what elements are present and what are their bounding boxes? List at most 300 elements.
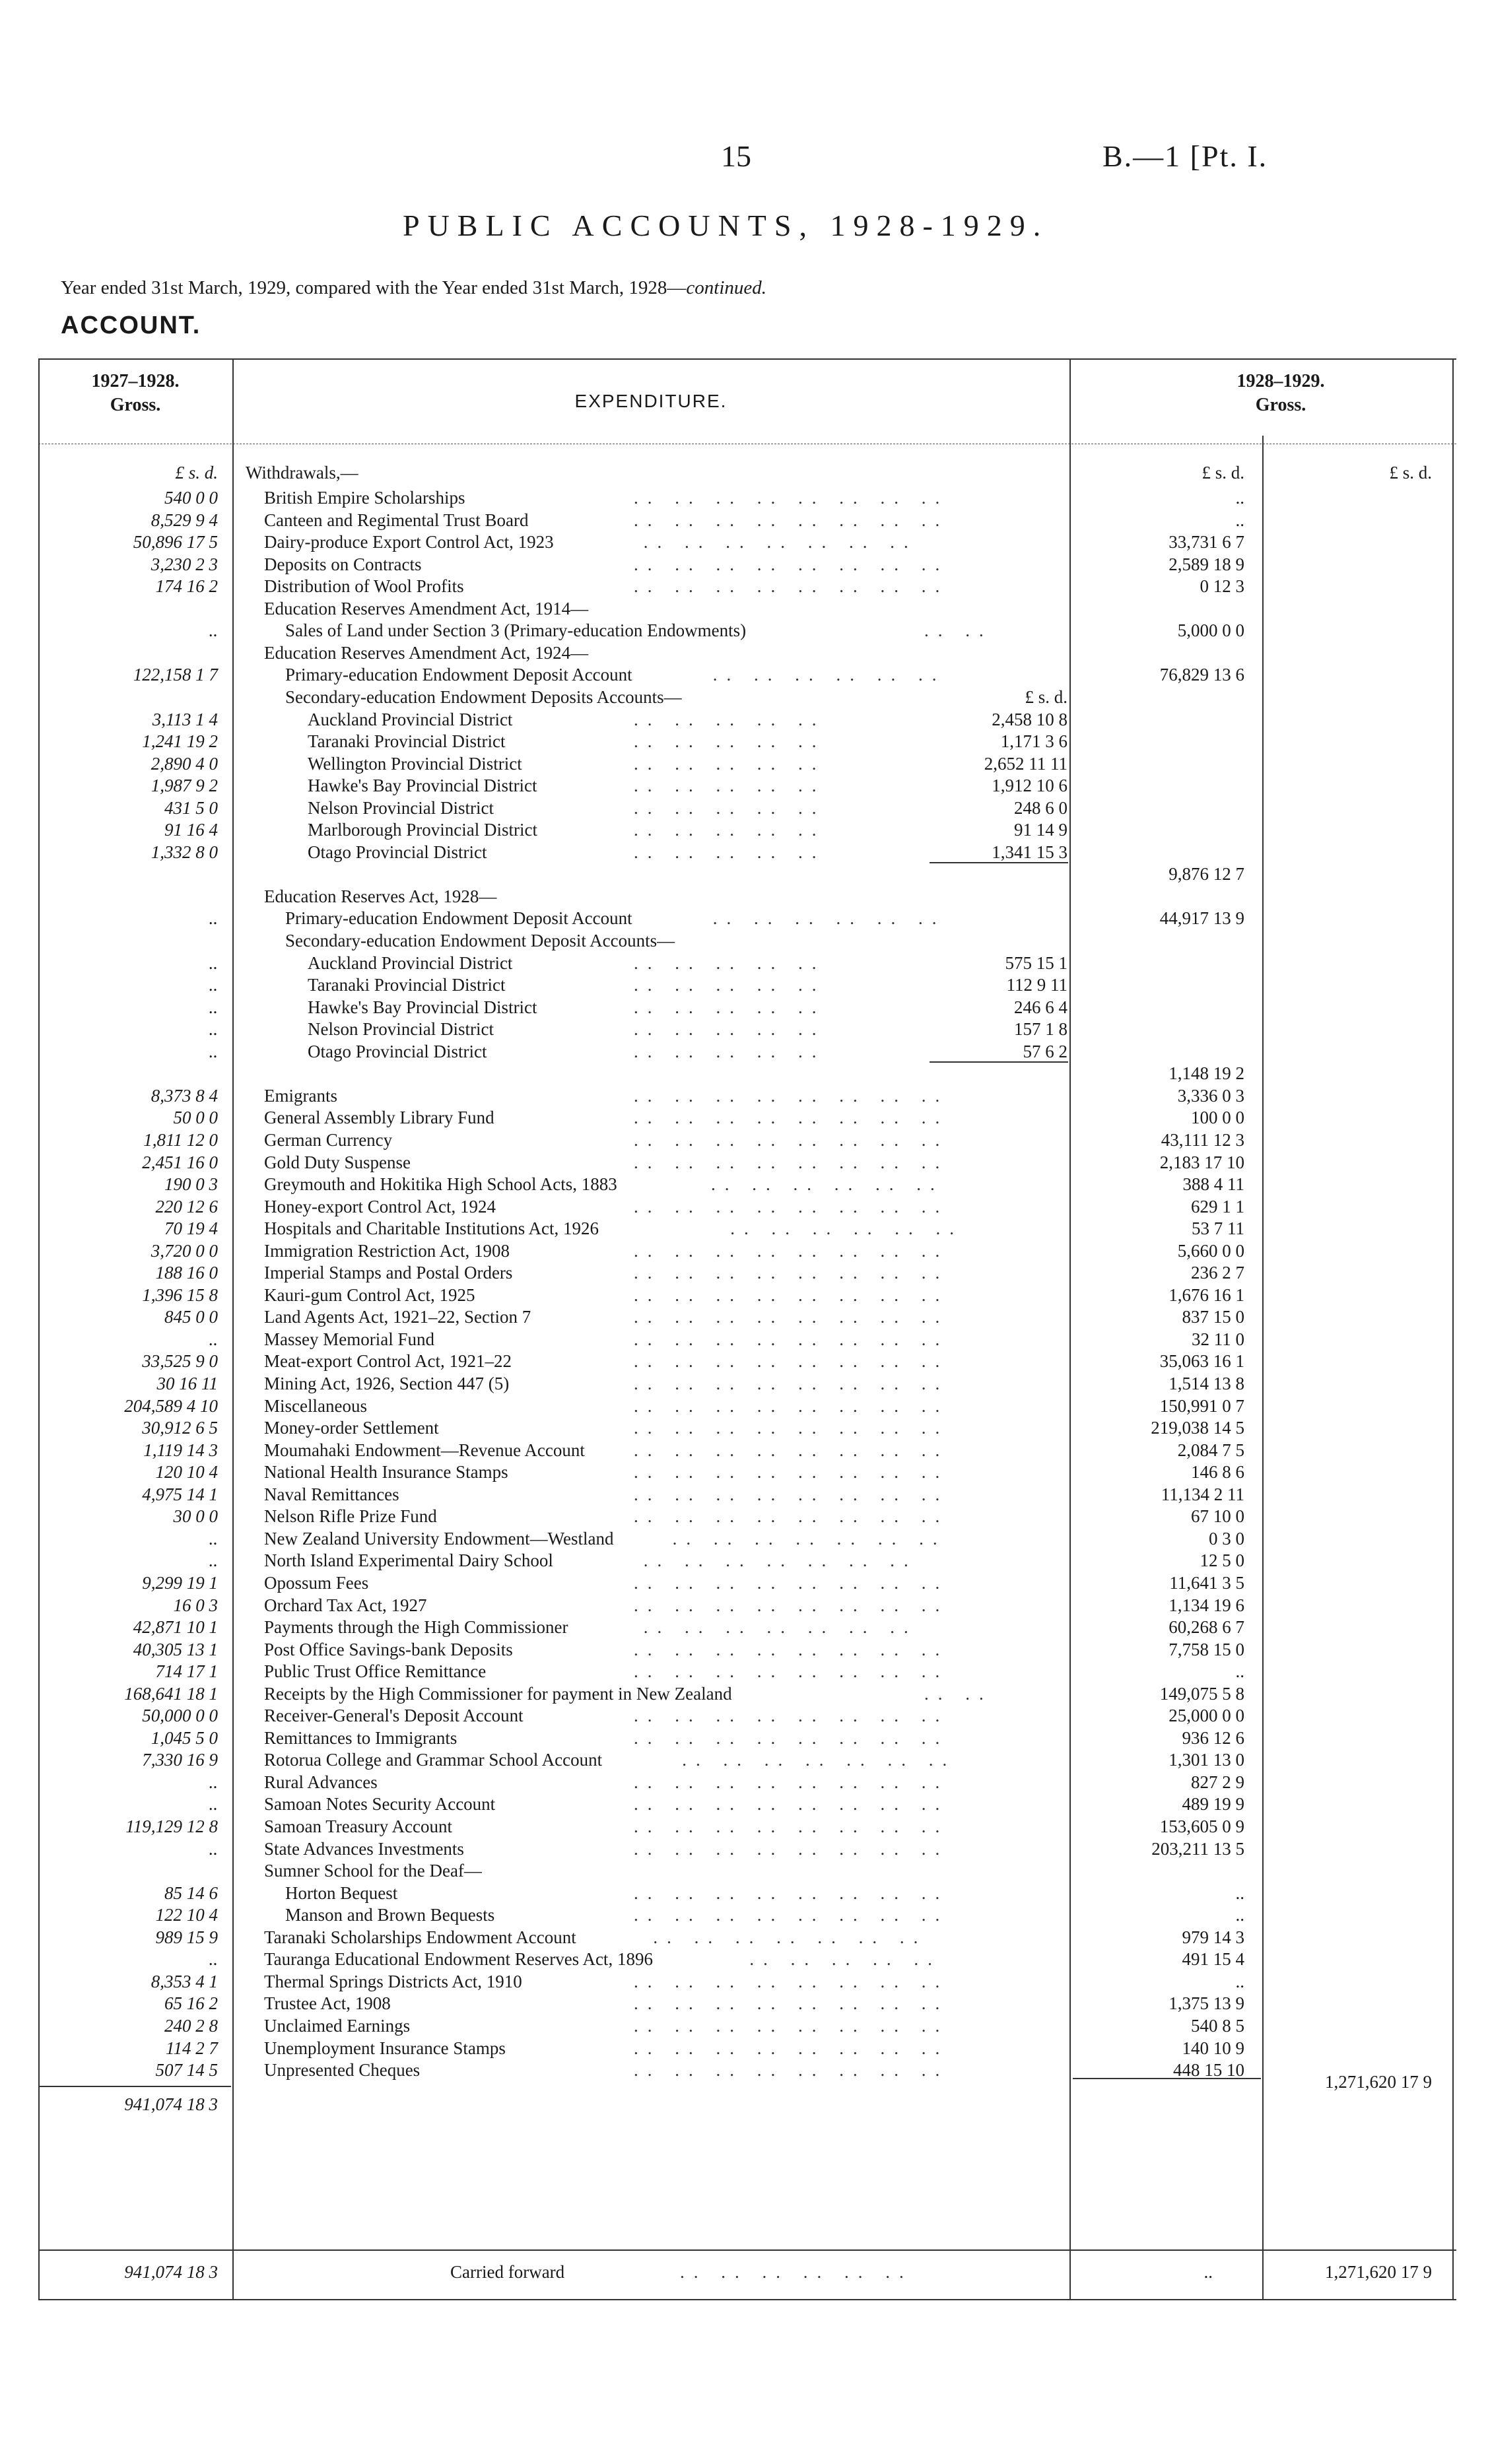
row-amount: 44,917 13 9 xyxy=(1159,908,1244,929)
leader-dots: .. .. .. .. .. xyxy=(634,842,826,862)
carried-total: 1,271,620 17 9 xyxy=(1325,2262,1432,2282)
row-amount: 1,514 13 8 xyxy=(1168,1374,1244,1393)
table-row xyxy=(0,664,1490,686)
table-row xyxy=(0,1860,1490,1882)
row-sub-amount: 2,652 11 11 xyxy=(984,753,1067,774)
leader-dots: .. .. .. .. .. .. .. .. xyxy=(634,1440,949,1460)
row-description: Canteen and Regimental Trust Board xyxy=(264,510,529,530)
row-sub-amount: £ s. d. xyxy=(1025,686,1067,707)
row-description: Otago Provincial District xyxy=(308,842,487,862)
row-description: Unemployment Insurance Stamps xyxy=(264,2038,506,2058)
table-row xyxy=(0,1506,1490,1527)
leader-dots: .. .. .. .. .. .. .. .. xyxy=(634,1506,949,1527)
subtotal-rule xyxy=(930,862,1068,863)
row-prev-amount: 114 2 7 xyxy=(166,2038,218,2058)
row-prev-amount: 7,330 16 9 xyxy=(142,1750,218,1770)
row-description: Moumahaki Endowment—Revenue Account xyxy=(264,1440,585,1460)
leader-dots: .. .. .. .. .. .. .. .. xyxy=(634,554,949,574)
row-description: Massey Memorial Fund xyxy=(264,1329,434,1349)
leader-dots: .. .. .. .. .. .. .. .. xyxy=(634,1284,949,1305)
row-prev-amount: 2,890 4 0 xyxy=(151,753,218,774)
table-row xyxy=(0,2038,1490,2059)
subtitle-lead: Year ended 31st March, 1929, compared with the Year ended 31st March, 1928— xyxy=(61,277,687,298)
row-description: Otago Provincial District xyxy=(308,1041,487,1061)
table-top-rule xyxy=(38,358,1456,360)
row-prev-amount: 122 10 4 xyxy=(155,1905,218,1925)
row-sub-amount: 1,171 3 6 xyxy=(1000,731,1067,752)
row-prev-amount: 119,129 12 8 xyxy=(125,1816,218,1836)
row-description: Secondary-education Endowment Deposit Accounts— xyxy=(285,931,675,950)
row-prev-amount: 1,045 5 0 xyxy=(151,1727,218,1748)
row-description: Tauranga Educational Endowment Reserves Act, 1896 xyxy=(264,1949,653,1970)
leader-dots: .. .. .. .. .. .. .. .. xyxy=(634,2038,949,2058)
row-description: Dairy-produce Export Control Act, 1923 xyxy=(264,532,554,552)
row-sub-amount: 91 14 9 xyxy=(1014,820,1067,840)
leader-dots: .. .. .. .. .. .. .. .. xyxy=(634,2060,949,2081)
leader-dots: .. .. .. .. .. .. .. .. xyxy=(634,1329,949,1349)
table-row xyxy=(0,1018,1490,1040)
row-description: Imperial Stamps and Postal Orders xyxy=(264,1263,513,1283)
leader-dots: .. .. .. .. .. .. .. .. xyxy=(634,1152,949,1172)
row-amount: 32 11 0 xyxy=(1192,1329,1244,1349)
row-description: Mining Act, 1926, Section 447 (5) xyxy=(264,1374,510,1393)
leader-dots: .. .. .. .. .. .. xyxy=(711,1174,944,1195)
leader-dots: .. .. .. .. .. xyxy=(634,776,826,796)
row-amount: 25,000 0 0 xyxy=(1168,1706,1244,1726)
row-sub-amount: 248 6 0 xyxy=(1014,797,1067,818)
row-prev-amount: 1,332 8 0 xyxy=(151,842,218,862)
row-prev-amount: 122,158 1 7 xyxy=(133,665,218,685)
row-amount: .. xyxy=(1235,1971,1244,1991)
row-prev-amount: 120 10 4 xyxy=(155,1462,218,1482)
row-prev-amount: 40,305 13 1 xyxy=(133,1639,218,1659)
leader-dots: .. .. .. .. .. .. .. .. xyxy=(634,1816,949,1836)
row-amount: 837 15 0 xyxy=(1182,1307,1244,1327)
row-description: Receiver-General's Deposit Account xyxy=(264,1706,524,1726)
cur-year-label: 1928–1929. xyxy=(1236,371,1325,391)
table-row xyxy=(0,775,1490,797)
row-prev-amount: .. xyxy=(209,997,218,1017)
row-prev-amount: 714 17 1 xyxy=(155,1661,218,1682)
row-description: Kauri-gum Control Act, 1925 xyxy=(264,1284,475,1305)
table-row xyxy=(0,952,1490,974)
table-row xyxy=(0,1440,1490,1461)
cur-total: 1,271,620 17 9 xyxy=(1325,2072,1432,2092)
leader-dots: .. .. .. .. .. xyxy=(634,753,826,774)
table-row xyxy=(0,1904,1490,1926)
subtotal-rule xyxy=(930,1061,1068,1063)
row-amount: .. xyxy=(1235,1882,1244,1903)
row-prev-amount: .. xyxy=(209,1528,218,1548)
table-row xyxy=(0,1772,1490,1793)
leader-dots: .. .. .. .. .. .. .. .. xyxy=(634,510,949,530)
leader-dots: .. .. .. .. .. .. .. .. xyxy=(634,1882,949,1903)
leader-dots: .. .. .. .. .. .. .. .. xyxy=(634,488,949,508)
row-description: North Island Experimental Dairy School xyxy=(264,1550,553,1571)
row-description: Post Office Savings-bank Deposits xyxy=(264,1639,513,1659)
row-description: Primary-education Endowment Deposit Account xyxy=(285,908,632,929)
row-description: Wellington Provincial District xyxy=(308,753,522,774)
carried-mid: .. xyxy=(1203,2262,1213,2282)
row-prev-amount: .. xyxy=(209,908,218,929)
table-row xyxy=(0,1927,1490,1948)
row-description: Trustee Act, 1908 xyxy=(264,1993,391,2014)
row-amount: 979 14 3 xyxy=(1182,1927,1244,1947)
row-description: Samoan Treasury Account xyxy=(264,1816,452,1836)
row-description: Public Trust Office Remittance xyxy=(264,1661,487,1682)
row-description: State Advances Investments xyxy=(264,1838,464,1859)
table-row xyxy=(0,1461,1490,1483)
row-amount: 33,731 6 7 xyxy=(1168,532,1244,552)
leader-dots: .. .. .. .. .. .. .. .. xyxy=(634,1838,949,1859)
row-amount: 140 10 9 xyxy=(1182,2038,1244,2058)
row-description: Secondary-education Endowment Deposits Accounts— xyxy=(285,686,682,707)
table-row xyxy=(0,1793,1490,1815)
row-sub-amount: 575 15 1 xyxy=(1005,952,1067,973)
table-row xyxy=(0,2015,1490,2037)
row-description: German Currency xyxy=(264,1129,393,1150)
row-description: Thermal Springs Districts Act, 1910 xyxy=(264,1971,522,1991)
row-amount: 0 12 3 xyxy=(1200,576,1244,597)
row-amount: 491 15 4 xyxy=(1182,1949,1244,1970)
table-row xyxy=(0,1350,1490,1372)
table-row xyxy=(0,1683,1490,1705)
table-row xyxy=(0,1948,1490,1970)
row-amount: 35,063 16 1 xyxy=(1159,1351,1244,1372)
row-description: Deposits on Contracts xyxy=(264,554,422,574)
row-amount: 153,605 0 9 xyxy=(1159,1816,1244,1836)
row-amount: 11,134 2 11 xyxy=(1161,1484,1244,1504)
row-prev-amount: 85 14 6 xyxy=(164,1882,218,1903)
leader-dots: .. .. .. .. .. .. .. .. xyxy=(634,1595,949,1615)
leader-dots: .. .. .. .. .. .. .. .. xyxy=(634,1129,949,1150)
row-prev-amount: 204,589 4 10 xyxy=(124,1395,218,1416)
row-sub-amount: 157 1 8 xyxy=(1014,1019,1067,1040)
row-description: Manson and Brown Bequests xyxy=(285,1905,495,1925)
table-row xyxy=(0,576,1490,597)
table-row xyxy=(0,842,1490,863)
row-prev-amount: .. xyxy=(209,975,218,995)
leader-dots: .. .. .. .. .. xyxy=(634,975,826,995)
row-amount: 3,336 0 3 xyxy=(1177,1085,1244,1106)
row-prev-amount: 2,451 16 0 xyxy=(142,1152,218,1172)
carried-leader-dots: .. .. .. .. .. .. xyxy=(680,2262,913,2282)
table-row xyxy=(0,1616,1490,1638)
row-prev-amount: 8,373 8 4 xyxy=(151,1085,218,1106)
row-sub-amount: 2,458 10 8 xyxy=(992,709,1067,729)
row-prev-amount: 8,529 9 4 xyxy=(151,510,218,530)
table-row xyxy=(0,1063,1490,1084)
row-amount: 629 1 1 xyxy=(1191,1196,1244,1216)
row-description: Education Reserves Act, 1928— xyxy=(264,886,497,906)
row-prev-amount: 190 0 3 xyxy=(164,1174,218,1195)
row-prev-amount: .. xyxy=(209,1041,218,1061)
leader-dots: .. .. .. .. .. .. .. .. xyxy=(634,1196,949,1216)
leader-dots: .. .. .. .. .. .. .. .. xyxy=(634,1395,949,1416)
table-row xyxy=(0,1107,1490,1129)
row-prev-amount: 50,896 17 5 xyxy=(133,532,218,552)
table-row xyxy=(0,974,1490,996)
row-description: Auckland Provincial District xyxy=(308,709,513,729)
row-amount: 9,876 12 7 xyxy=(1168,864,1244,884)
row-prev-amount: 540 0 0 xyxy=(164,488,218,508)
row-amount: 203,211 13 5 xyxy=(1151,1838,1244,1859)
row-prev-amount: 1,811 12 0 xyxy=(143,1129,218,1150)
row-amount: 827 2 9 xyxy=(1191,1772,1244,1792)
table-row xyxy=(0,1152,1490,1174)
row-prev-amount: 4,975 14 1 xyxy=(142,1484,218,1504)
table-row xyxy=(0,930,1490,952)
leader-dots: .. .. .. .. .. xyxy=(634,797,826,818)
table-row xyxy=(0,686,1490,708)
row-amount: .. xyxy=(1235,1661,1244,1682)
row-prev-amount: 3,720 0 0 xyxy=(151,1240,218,1261)
row-prev-amount: 9,299 19 1 xyxy=(142,1572,218,1593)
leader-dots: .. .. .. .. .. xyxy=(749,1949,941,1970)
table-row xyxy=(0,1661,1490,1682)
row-amount: 12 5 0 xyxy=(1200,1550,1244,1571)
row-prev-amount: .. xyxy=(209,952,218,973)
row-amount: 1,375 13 9 xyxy=(1168,1993,1244,2014)
row-prev-amount: 1,396 15 8 xyxy=(142,1284,218,1305)
row-amount: 540 8 5 xyxy=(1191,2015,1244,2036)
row-amount: 219,038 14 5 xyxy=(1151,1418,1244,1438)
leader-dots: .. .. .. .. .. .. .. .. xyxy=(634,1661,949,1682)
row-prev-amount: 174 16 2 xyxy=(155,576,218,597)
row-description: Hospitals and Charitable Institutions Act, 1926 xyxy=(264,1218,599,1239)
row-description: Taranaki Provincial District xyxy=(308,731,506,752)
row-description: Hawke's Bay Provincial District xyxy=(308,997,537,1017)
table-row xyxy=(0,1838,1490,1860)
row-description: Taranaki Scholarships Endowment Account xyxy=(264,1927,576,1947)
row-description: Rotorua College and Grammar School Account xyxy=(264,1750,603,1770)
table-row xyxy=(0,797,1490,819)
leader-dots: .. .. .. .. .. .. .. .. xyxy=(634,1240,949,1261)
table-row xyxy=(0,1882,1490,1904)
row-amount: 2,084 7 5 xyxy=(1177,1440,1244,1460)
table-row xyxy=(0,731,1490,752)
row-description: Education Reserves Amendment Act, 1924— xyxy=(264,642,589,663)
row-description: Nelson Provincial District xyxy=(308,797,494,818)
table-row xyxy=(0,1395,1490,1417)
row-prev-amount: 50 0 0 xyxy=(173,1108,218,1128)
row-description: Auckland Provincial District xyxy=(308,952,513,973)
leader-dots: .. .. .. .. .. xyxy=(634,731,826,752)
row-description: Unclaimed Earnings xyxy=(264,2015,411,2036)
row-prev-amount: 168,641 18 1 xyxy=(124,1683,218,1704)
table-row xyxy=(0,1240,1490,1262)
table-row xyxy=(0,1041,1490,1063)
leader-dots: .. .. .. .. .. .. .. xyxy=(682,1750,957,1770)
subtitle-continued: continued. xyxy=(686,277,767,298)
leader-dots: .. .. .. .. .. .. .. .. xyxy=(634,1993,949,2014)
row-amount: 5,000 0 0 xyxy=(1177,620,1244,641)
row-prev-amount: 3,230 2 3 xyxy=(151,554,218,574)
mid-currency: £ s. d. xyxy=(1202,463,1244,483)
table-row xyxy=(0,1528,1490,1550)
table-row xyxy=(0,487,1490,509)
leader-dots: .. .. .. .. .. xyxy=(634,820,826,840)
row-prev-amount: .. xyxy=(209,1550,218,1571)
row-description: Sales of Land under Section 3 (Primary-education Endowments) xyxy=(285,620,747,641)
row-sub-amount: 246 6 4 xyxy=(1014,997,1067,1017)
leader-dots: .. .. .. .. .. .. .. .. xyxy=(634,1727,949,1748)
row-description: Greymouth and Hokitika High School Acts, 1883 xyxy=(264,1174,617,1195)
row-description: Sumner School for the Deaf— xyxy=(264,1861,482,1881)
row-prev-amount: .. xyxy=(209,620,218,641)
prev-gross-label: Gross. xyxy=(110,395,161,415)
leader-dots: .. .. .. .. .. .. .. .. xyxy=(634,1374,949,1393)
row-amount: 936 12 6 xyxy=(1182,1727,1244,1748)
leader-dots: .. .. .. .. .. .. .. .. xyxy=(634,1572,949,1593)
leader-dots: .. .. .. .. .. .. .. .. xyxy=(634,1639,949,1659)
leader-dots: .. .. .. .. .. .. .. xyxy=(672,1528,947,1548)
table-row xyxy=(0,709,1490,731)
row-amount: 2,183 17 10 xyxy=(1159,1152,1244,1172)
row-description: Gold Duty Suspense xyxy=(264,1152,411,1172)
row-description: Rural Advances xyxy=(264,1772,378,1792)
row-amount: 236 2 7 xyxy=(1191,1263,1244,1283)
table-row xyxy=(0,1196,1490,1218)
row-prev-amount: 431 5 0 xyxy=(164,797,218,818)
footer-rule xyxy=(38,2249,1456,2251)
leader-dots: .. .. .. .. .. .. .. xyxy=(643,532,918,552)
row-amount: 5,660 0 0 xyxy=(1177,1240,1244,1261)
table-row xyxy=(0,1417,1490,1439)
leader-dots: .. .. .. .. .. .. .. .. xyxy=(634,576,949,597)
leader-dots: .. .. .. .. .. .. .. .. xyxy=(634,1794,949,1815)
row-amount: .. xyxy=(1235,510,1244,530)
row-amount: 60,268 6 7 xyxy=(1168,1617,1244,1638)
table-row xyxy=(0,1639,1490,1661)
table-row xyxy=(0,1572,1490,1594)
leader-dots: .. .. .. .. .. .. .. .. xyxy=(634,1085,949,1106)
carried-prev: 941,074 18 3 xyxy=(124,2262,218,2282)
row-prev-amount: 33,525 9 0 xyxy=(142,1351,218,1372)
row-amount: 489 19 9 xyxy=(1182,1794,1244,1815)
section-heading: ACCOUNT. xyxy=(61,312,201,339)
leader-dots: .. .. xyxy=(924,1683,993,1704)
row-description: Nelson Rifle Prize Fund xyxy=(264,1506,437,1527)
leader-dots: .. .. .. .. .. .. .. .. xyxy=(634,1351,949,1372)
table-row xyxy=(0,1218,1490,1240)
table-row xyxy=(0,1993,1490,2014)
leader-dots: .. .. .. .. .. .. .. .. xyxy=(634,1706,949,1726)
row-amount: 150,991 0 7 xyxy=(1159,1395,1244,1416)
row-description: Nelson Provincial District xyxy=(308,1019,494,1040)
row-description: Horton Bequest xyxy=(285,1882,398,1903)
leader-dots: .. .. .. .. .. .. .. .. xyxy=(634,2015,949,2036)
table-row xyxy=(0,1749,1490,1771)
leader-dots: .. .. .. .. .. xyxy=(634,952,826,973)
table-row xyxy=(0,1129,1490,1151)
row-prev-amount: .. xyxy=(209,1329,218,1349)
row-description: Naval Remittances xyxy=(264,1484,399,1504)
row-description: New Zealand University Endowment—Westland xyxy=(264,1528,614,1548)
withdrawals-label: Withdrawals,— xyxy=(246,463,358,483)
row-prev-amount: 16 0 3 xyxy=(173,1595,218,1615)
row-description: Unpresented Cheques xyxy=(264,2060,421,2081)
row-prev-amount: 30 0 0 xyxy=(173,1506,218,1527)
leader-dots: .. .. .. .. .. .. .. .. xyxy=(634,1418,949,1438)
row-amount: .. xyxy=(1235,488,1244,508)
table-bottom-rule xyxy=(38,2299,1456,2300)
prev-currency: £ s. d. xyxy=(175,463,218,483)
cur-year-header xyxy=(1182,370,1380,417)
row-description: British Empire Scholarships xyxy=(264,488,465,508)
row-prev-amount: 1,241 19 2 xyxy=(142,731,218,752)
row-prev-amount: 8,353 4 1 xyxy=(151,1971,218,1991)
row-description: Meat-export Control Act, 1921–22 xyxy=(264,1351,512,1372)
leader-dots: .. .. .. .. .. xyxy=(634,1019,826,1040)
table-row xyxy=(0,1816,1490,1838)
table-row xyxy=(0,997,1490,1018)
table-row xyxy=(0,908,1490,929)
expenditure-header: EXPENDITURE. xyxy=(574,391,728,411)
subtitle xyxy=(61,277,766,299)
row-prev-amount: .. xyxy=(209,1949,218,1970)
row-prev-amount: .. xyxy=(209,1772,218,1792)
row-description: Immigration Restriction Act, 1908 xyxy=(264,1240,510,1261)
row-description: Opossum Fees xyxy=(264,1572,369,1593)
leader-dots: .. .. .. .. .. .. .. xyxy=(643,1550,918,1571)
leader-dots: .. .. xyxy=(924,620,993,641)
leader-dots: .. .. .. .. .. .. .. .. xyxy=(634,1462,949,1482)
total-currency: £ s. d. xyxy=(1389,463,1432,483)
table-row xyxy=(0,863,1490,885)
currency-row xyxy=(0,462,1490,484)
row-prev-amount: 30 16 11 xyxy=(156,1374,218,1393)
row-amount: 1,676 16 1 xyxy=(1168,1284,1244,1305)
prev-year-header xyxy=(40,370,231,417)
row-description: Distribution of Wool Profits xyxy=(264,576,464,597)
row-prev-amount: 845 0 0 xyxy=(164,1307,218,1327)
leader-dots: .. .. .. .. .. xyxy=(634,709,826,729)
prev-total: 941,074 18 3 xyxy=(124,2094,218,2114)
leader-dots: .. .. .. .. .. .. xyxy=(730,1218,963,1239)
row-prev-amount: 1,119 14 3 xyxy=(143,1440,218,1460)
row-prev-amount: 220 12 6 xyxy=(155,1196,218,1216)
table-row xyxy=(0,1595,1490,1616)
row-prev-amount: 91 16 4 xyxy=(164,820,218,840)
row-amount: 11,641 3 5 xyxy=(1169,1572,1244,1593)
table-row xyxy=(0,1484,1490,1506)
row-description: Money-order Settlement xyxy=(264,1418,439,1438)
row-amount: 100 0 0 xyxy=(1191,1108,1244,1128)
leader-dots: .. .. .. .. .. xyxy=(634,1041,826,1061)
row-prev-amount: 989 15 9 xyxy=(155,1927,218,1947)
table-row xyxy=(0,510,1490,531)
leader-dots: .. .. .. .. .. .. .. .. xyxy=(634,1772,949,1792)
row-prev-amount: 507 14 5 xyxy=(155,2060,218,2081)
table-row xyxy=(0,531,1490,553)
row-description: Honey-export Control Act, 1924 xyxy=(264,1196,496,1216)
table-row xyxy=(0,1329,1490,1350)
leader-dots: .. .. .. .. .. .. .. .. xyxy=(634,1307,949,1327)
leader-dots: .. .. .. .. .. .. xyxy=(712,908,946,929)
row-description: Primary-education Endowment Deposit Account xyxy=(285,665,632,685)
row-description: Marlborough Provincial District xyxy=(308,820,537,840)
table-row xyxy=(0,642,1490,664)
carried-forward-row xyxy=(0,2261,1490,2283)
row-description: Hawke's Bay Provincial District xyxy=(308,776,537,796)
row-description: Orchard Tax Act, 1927 xyxy=(264,1595,427,1615)
leader-dots: .. .. .. .. .. .. .. .. xyxy=(634,1971,949,1991)
page-title: PUBLIC ACCOUNTS, 1928-1929. xyxy=(403,209,1049,242)
row-prev-amount: 70 19 4 xyxy=(164,1218,218,1239)
row-prev-amount: 50,000 0 0 xyxy=(142,1706,218,1726)
table-row xyxy=(0,1705,1490,1727)
